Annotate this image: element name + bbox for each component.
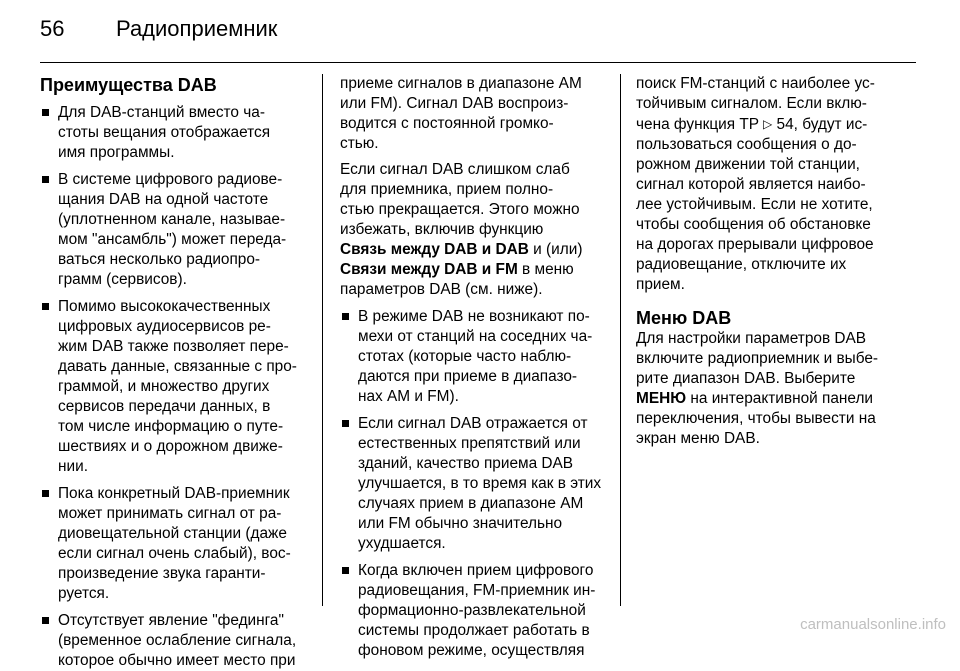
text-line: мом "ансамбль") может переда- xyxy=(58,231,287,248)
text-line: включите радиоприемник и выбе- xyxy=(636,350,879,367)
text-line: избежать, включив функцию xyxy=(340,221,544,238)
text-line: или FM). Сигнал DAB воспроиз- xyxy=(340,95,569,112)
text-line: которое обычно имеет место при xyxy=(58,652,296,669)
text-line: сигнал которой является наибо- xyxy=(636,176,866,193)
bullet-square-icon xyxy=(342,567,349,574)
text-line: приеме сигналов в диапазоне AM xyxy=(340,75,582,92)
text-line: мехи от станций на соседних ча- xyxy=(358,328,593,345)
text-line: шествиях и о дорожном движе- xyxy=(58,438,283,455)
text-line: руется. xyxy=(58,585,110,602)
text-line: экран меню DAB. xyxy=(636,430,760,447)
list-item xyxy=(40,484,308,604)
text-line xyxy=(340,240,606,260)
text-line: В режиме DAB не возникают по- xyxy=(358,308,590,325)
text-line: давать данные, связанные с про- xyxy=(58,358,297,375)
text-line: произведение звука гаранти- xyxy=(58,565,266,582)
text-line: стью. xyxy=(340,135,379,152)
watermark: carmanualsonline.info xyxy=(800,616,946,633)
text-line: Для настройки параметров DAB xyxy=(636,330,867,347)
text-line: или FM обычно значительно xyxy=(358,515,563,532)
text-line: естественных препятствий или xyxy=(358,435,581,452)
list-item xyxy=(340,414,606,554)
text-fragment: и (или) xyxy=(528,241,583,258)
bullet-square-icon xyxy=(42,176,49,183)
page-reference: 54, будут ис- xyxy=(772,116,868,133)
list-item xyxy=(40,103,308,163)
text-line: стоты вещания отображается xyxy=(58,124,271,141)
text-line: если сигнал очень слабый), вос- xyxy=(58,545,291,562)
text-line: стью прекращается. Этого можно xyxy=(340,201,580,218)
text-line: щания DAB на одной частоте xyxy=(58,191,269,208)
page-number: 56 xyxy=(40,16,65,41)
text-line: Помимо высококачественных xyxy=(58,298,271,315)
text-line: грамм (сервисов). xyxy=(58,271,187,288)
bullet-square-icon xyxy=(342,420,349,427)
list-item xyxy=(40,611,308,671)
text-line xyxy=(636,114,904,135)
column-1 xyxy=(40,74,308,671)
text-line: нах AM и FM). xyxy=(358,388,459,405)
text-line: даются при приеме в диапазо- xyxy=(358,368,578,385)
bullet-square-icon xyxy=(42,617,49,624)
text-fragment: чена функция TP xyxy=(636,116,764,133)
text-line: ухудшается. xyxy=(358,535,446,552)
text-line: граммой, и множество других xyxy=(58,378,270,395)
text-line: поиск FM-станций с наиболее ус- xyxy=(636,75,875,92)
text-fragment: в меню xyxy=(517,261,574,278)
text-line: на дорогах прерывали цифровое xyxy=(636,236,874,253)
header-rule xyxy=(40,62,916,63)
text-line: для приемника, прием полно- xyxy=(340,181,554,198)
text-line: В системе цифрового радиове- xyxy=(58,171,283,188)
text-line: тойчивым сигналом. Если вклю- xyxy=(636,95,867,112)
text-line: может принимать сигнал от ра- xyxy=(58,505,282,522)
text-line: формационно-развлекательной xyxy=(358,602,586,619)
text-line: радиовещания, FM-приемник ин- xyxy=(358,582,596,599)
column-divider xyxy=(620,74,621,606)
text-line: имя программы. xyxy=(58,144,175,161)
bullet-square-icon xyxy=(42,303,49,310)
text-line xyxy=(636,389,904,409)
text-line: переключения, чтобы вывести на xyxy=(636,410,876,427)
text-line: жим DAB также позволяет пере- xyxy=(58,338,289,355)
text-line: сервисов передачи данных, в xyxy=(58,398,271,415)
text-line: Если сигнал DAB отражается от xyxy=(358,415,588,432)
page-title: Радиоприемник xyxy=(116,16,278,41)
text-line: нии. xyxy=(58,458,88,475)
triangle-right-icon: ▷ xyxy=(763,117,773,131)
paragraph xyxy=(340,160,606,300)
list-item xyxy=(340,561,606,661)
text-line: улучшается, в то время как в этих xyxy=(358,475,602,492)
text-line: диовещательной станции (даже xyxy=(58,525,287,542)
text-line: рите диапазон DAB. Выберите xyxy=(636,370,856,387)
text-line: пользоваться сообщения о до- xyxy=(636,136,857,153)
text-line: чтобы сообщения об обстановке xyxy=(636,216,871,233)
text-line: ваться несколько радиопро- xyxy=(58,251,261,268)
text-line: Пока конкретный DAB-приемник xyxy=(58,485,290,502)
menu-button-label: МЕНЮ xyxy=(636,390,687,407)
text-line: Для DAB-станций вместо ча- xyxy=(58,104,265,121)
list-item xyxy=(40,170,308,290)
text-line: лее устойчивым. Если не хотите, xyxy=(636,196,873,213)
text-line: параметров DAB (см. ниже). xyxy=(340,281,543,298)
function-name-dab-dab-link: Связь между DAB и DAB xyxy=(340,241,529,258)
text-line: Когда включен прием цифрового xyxy=(358,562,594,579)
text-line: (временное ослабление сигнала, xyxy=(58,632,297,649)
text-line: стотах (которые часто наблю- xyxy=(358,348,572,365)
column-3 xyxy=(636,74,904,449)
text-line: цифровых аудиосервисов ре- xyxy=(58,318,271,335)
text-line: случаях прием в диапазоне AM xyxy=(358,495,584,512)
text-line: Отсутствует явление "фединга" xyxy=(58,612,284,629)
text-line: Если сигнал DAB слишком слаб xyxy=(340,161,570,178)
text-line: прием. xyxy=(636,276,685,293)
list-item xyxy=(40,297,308,477)
text-line: том числе информацию о путе- xyxy=(58,418,284,435)
bullet-square-icon xyxy=(42,109,49,116)
list-item xyxy=(340,307,606,407)
text-line: водится с постоянной громко- xyxy=(340,115,554,132)
column-divider xyxy=(322,74,323,606)
bullet-square-icon xyxy=(42,490,49,497)
text-line: (уплотненном канале, называе- xyxy=(58,211,286,228)
section-heading-dab-advantages: Преимущества DAB xyxy=(40,75,217,95)
text-line: системы продолжает работать в xyxy=(358,622,590,639)
text-line: зданий, качество приема DAB xyxy=(358,455,574,472)
page-header xyxy=(40,14,916,54)
text-line xyxy=(340,260,606,280)
text-line: фоновом режиме, осуществляя xyxy=(358,642,585,659)
column-2 xyxy=(340,74,606,661)
text-line: рожном движении той станции, xyxy=(636,156,860,173)
text-line: радиовещание, отключите их xyxy=(636,256,847,273)
function-name-dab-fm-link: Связи между DAB и FM xyxy=(340,261,518,278)
section-heading-dab-menu: Меню DAB xyxy=(636,308,732,328)
text-fragment: на интерактивной панели xyxy=(686,390,874,407)
bullet-square-icon xyxy=(342,313,349,320)
